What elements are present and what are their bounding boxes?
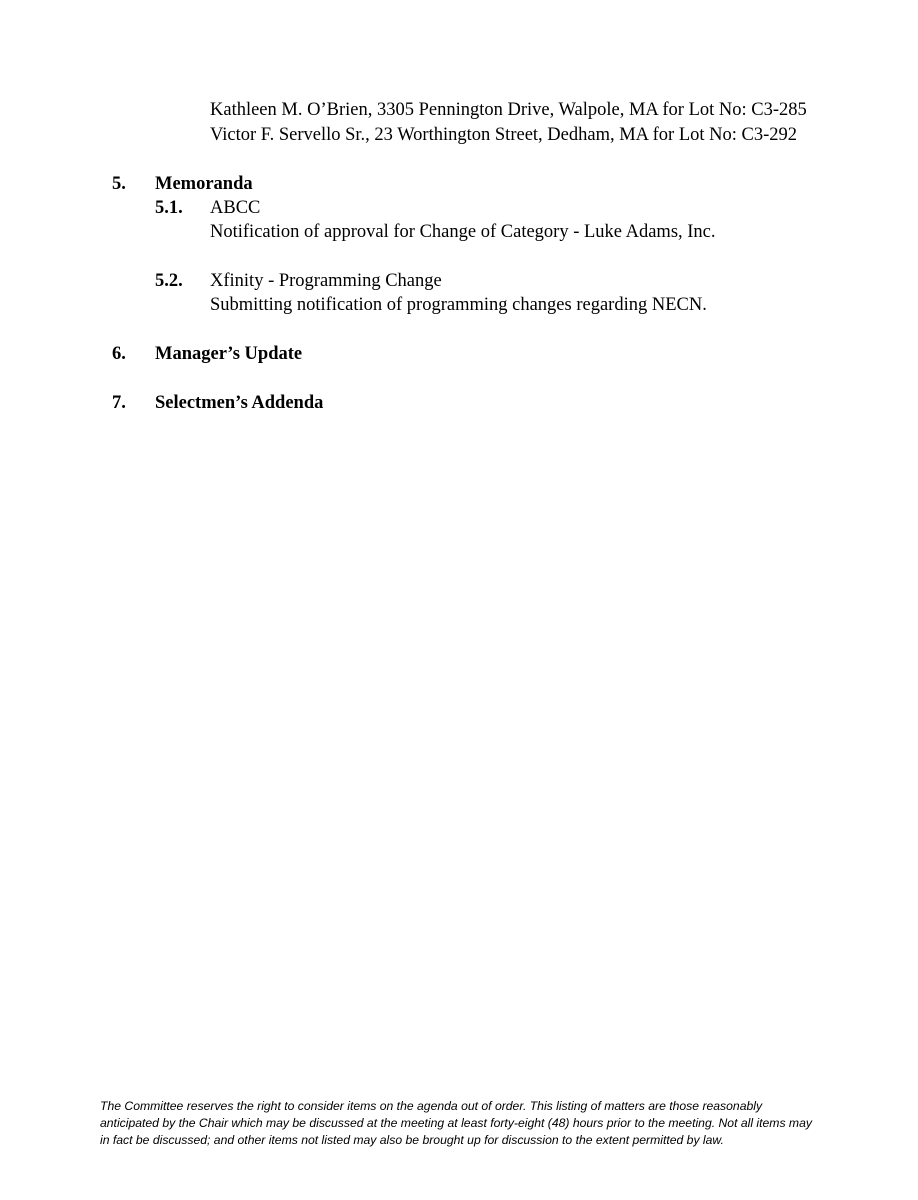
footer-disclaimer: The Committee reserves the right to consider items on the agenda out of order. This listing of matters are those reasonably anticipated by the Chair which may be discussed at the meeting at least forty-eight (48) hours prior to the meeting. Not all items may in fact be discussed; and other items not listed may also be brought up for discussion to the extent permitted by law. (100, 1099, 812, 1147)
section-title-selectmens-addenda: Selectmen’s Addenda (155, 393, 324, 413)
applicant-line-servello: Victor F. Servello Sr., 23 Worthington Street, Dedham, MA for Lot No: C3-292 (210, 125, 798, 145)
subitem-title-xfinity: Xfinity - Programming Change (210, 271, 442, 291)
section-number-5: 5. (112, 174, 126, 194)
subitem-description-abcc: Notification of approval for Change of Category - Luke Adams, Inc. (210, 222, 716, 242)
subitem-description-xfinity: Submitting notification of programming changes regarding NECN. (210, 295, 707, 315)
subitem-number-5-1: 5.1. (155, 198, 183, 218)
subitem-title-abcc: ABCC (210, 198, 261, 218)
subitem-number-5-2: 5.2. (155, 271, 183, 291)
section-number-7: 7. (112, 393, 126, 413)
section-title-managers-update: Manager’s Update (155, 344, 303, 364)
section-number-6: 6. (112, 344, 126, 364)
section-title-memoranda: Memoranda (155, 174, 253, 194)
applicant-line-obrien: Kathleen M. O’Brien, 3305 Pennington Drive, Walpole, MA for Lot No: C3-285 (210, 100, 807, 120)
